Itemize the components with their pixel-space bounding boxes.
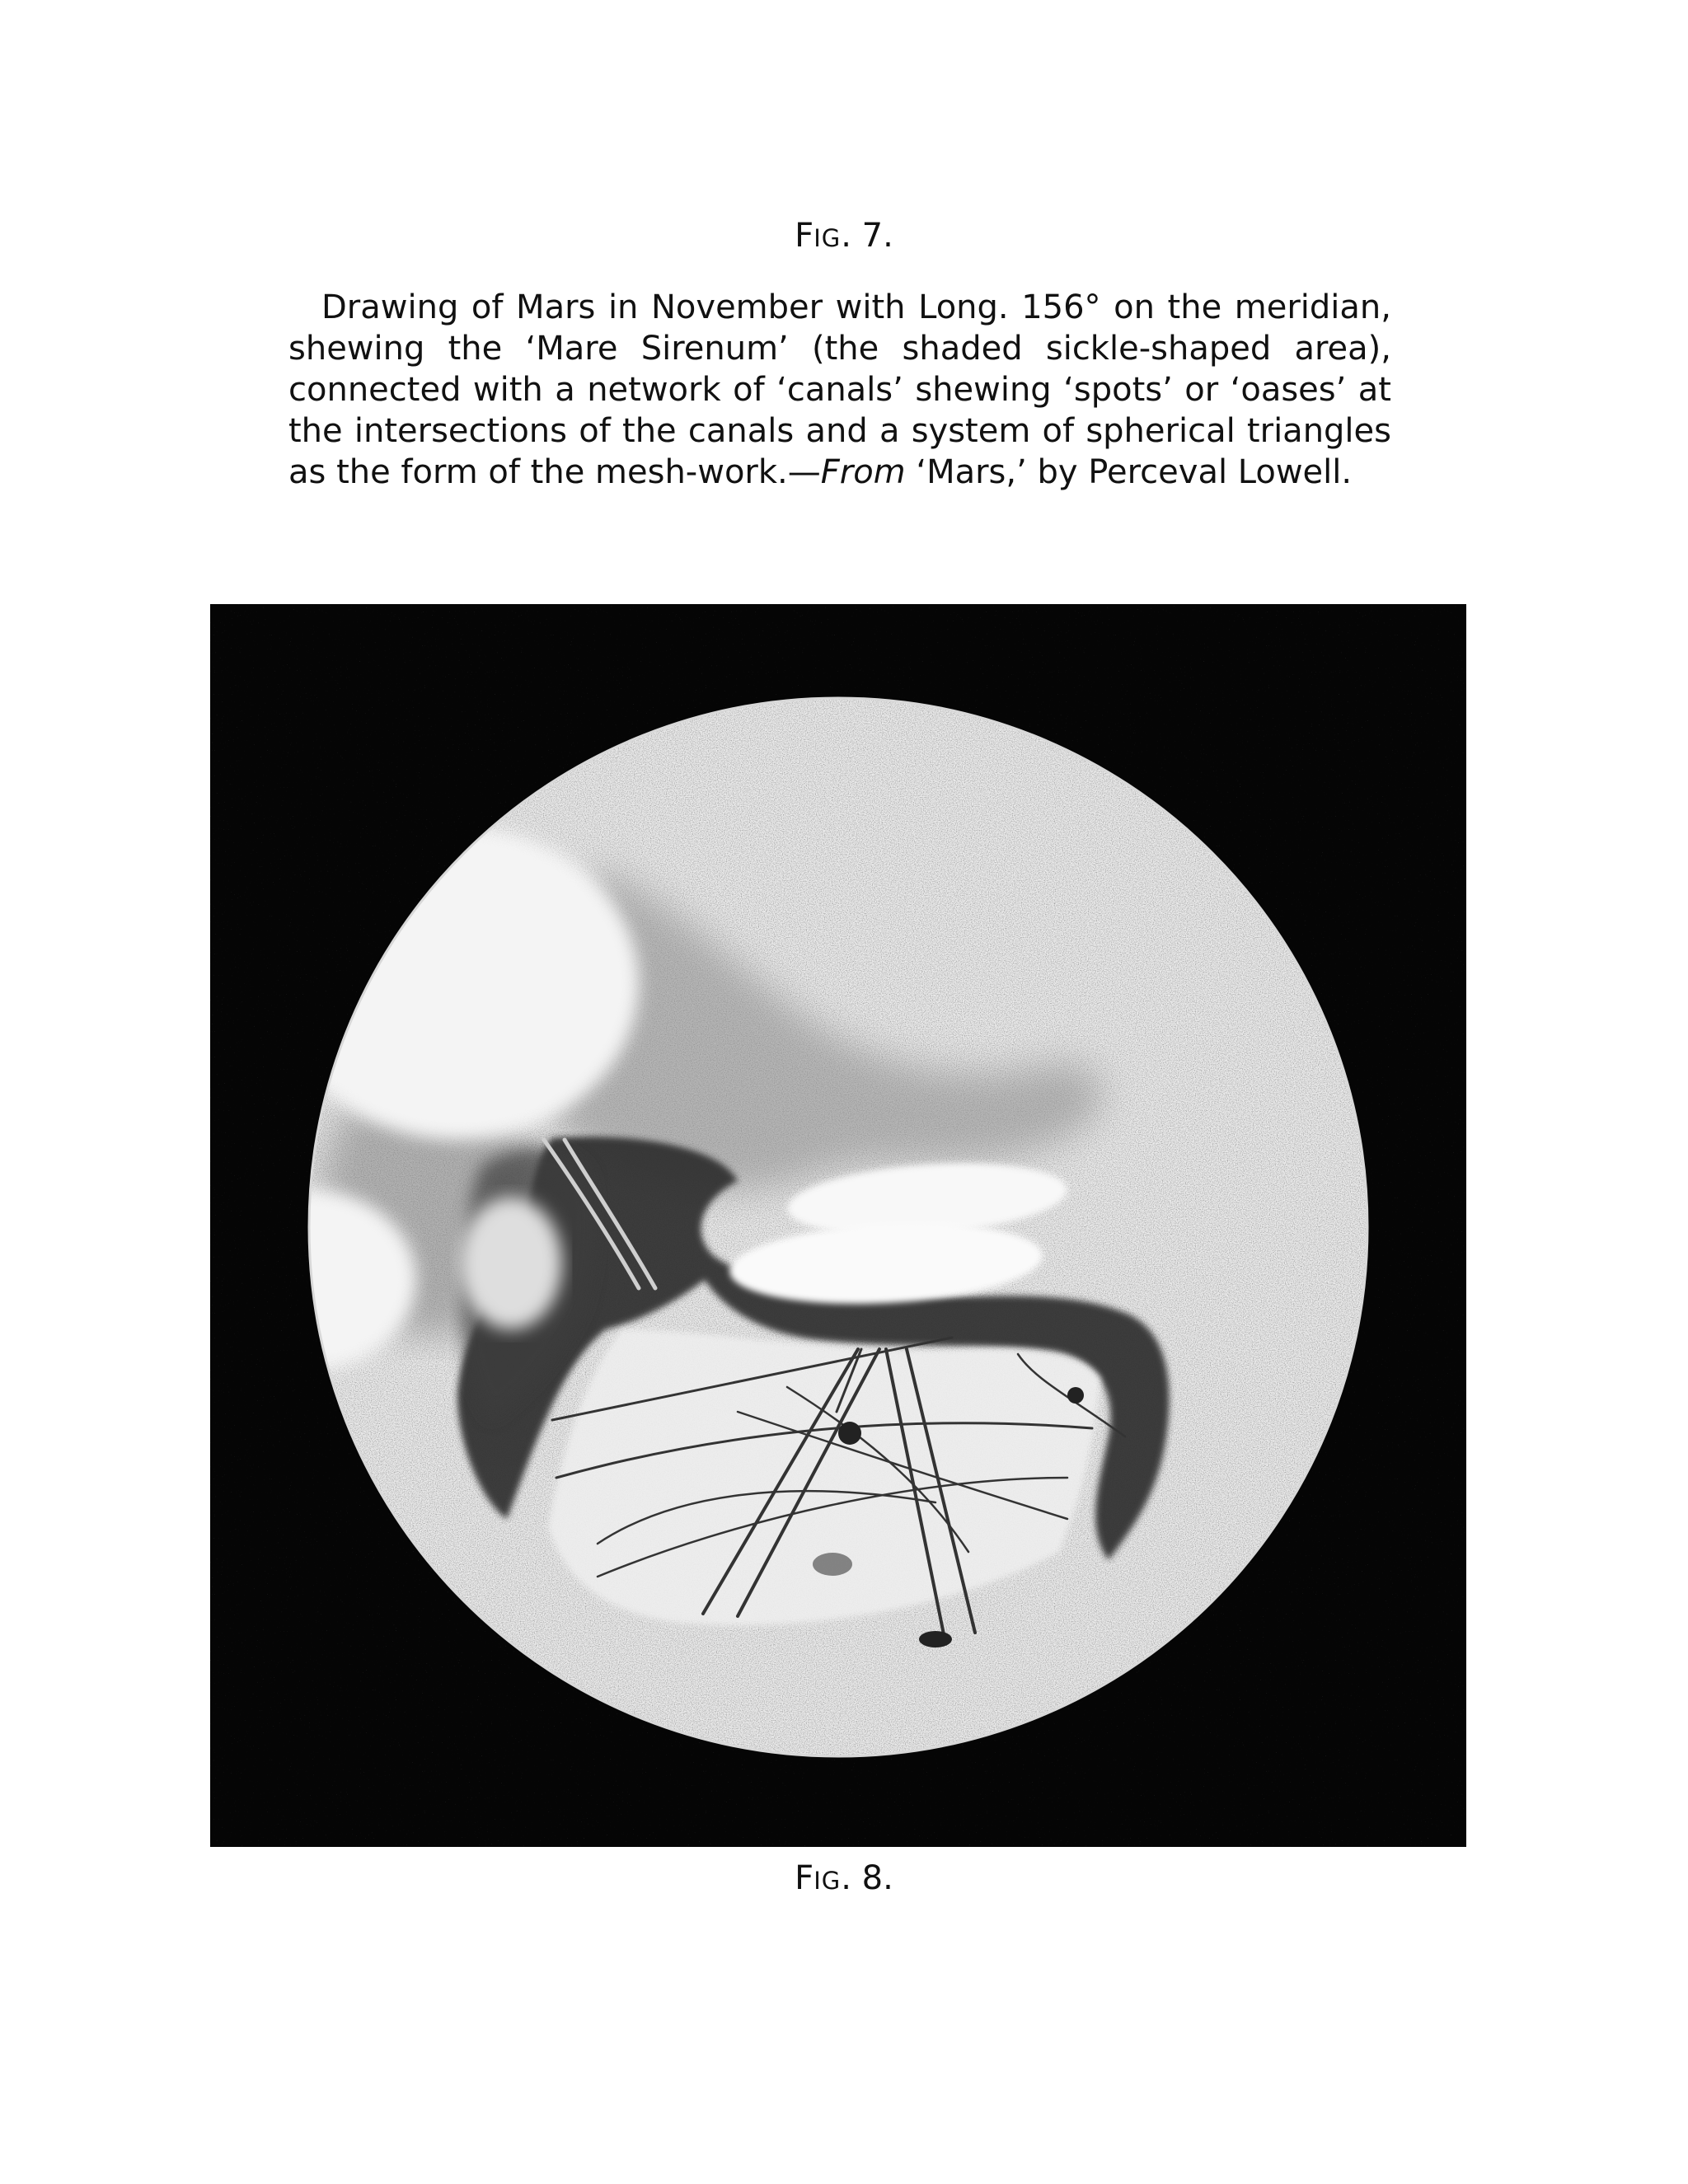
light-oval-left	[460, 1197, 562, 1329]
oasis-lower	[919, 1631, 952, 1647]
mars-drawing	[210, 604, 1466, 1847]
figure-8-label	[0, 1858, 1688, 1900]
caption-main-text: Drawing of Mars in November with Long. 156° on the meridian, shewing the ‘Mare Sirenum’ (the shaded sickle-shaped area), connected with a network of ‘canals’ shewing ‘spots’ or ‘oases’ at the intersections of the canals and a system of spherical triangles as the form of the mesh-work.—	[288, 288, 1391, 491]
figure-7-label	[0, 216, 1688, 258]
figure-8-label-smallcaps: IG	[814, 1867, 842, 1895]
figure-7-caption	[288, 287, 1391, 493]
oasis-central	[838, 1422, 861, 1445]
mars-drawing-plate	[210, 604, 1466, 1847]
caption-italic-text: From	[820, 453, 906, 491]
figure-8-label-number: . 8.	[841, 1859, 893, 1897]
figure-7-label-number: . 7.	[841, 217, 893, 255]
caption-source-text: ‘Mars,’ by Perceval Lowell.	[905, 453, 1353, 491]
figure-8-label-initial: F	[795, 1859, 814, 1897]
oasis-right	[1067, 1387, 1084, 1404]
oasis-faint-spot	[813, 1553, 852, 1576]
figure-7-label-smallcaps: IG	[814, 224, 842, 252]
figure-7-label-initial: F	[795, 217, 814, 255]
